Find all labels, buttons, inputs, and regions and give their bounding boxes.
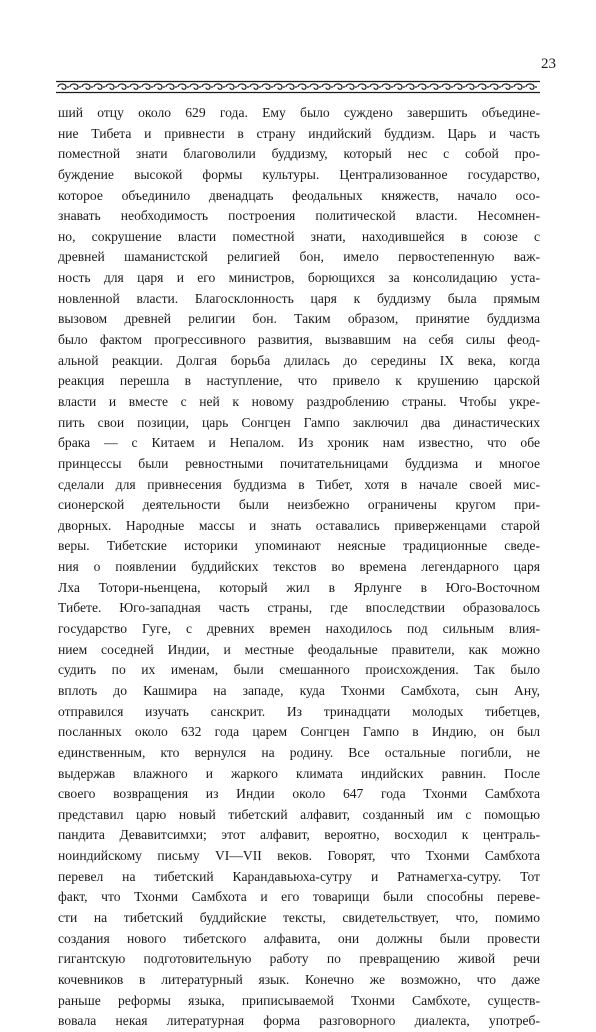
text-line: новленной власти. Благосклонность царя к буддизму была прямым [58,290,540,306]
text-line: но, сокрушение власти поместной знати, находившейся в союзе с [58,228,540,244]
text-line: факт, что Тхонми Самбхота и его товарищи были способны переве- [58,889,540,905]
text-line: принцессы были ревностными почитательницами буддизма и многое [58,455,540,471]
text-line: выдержав влажного и жаркого климата индийских равнин. После [58,765,540,781]
body-text [58,103,540,1032]
text-line: государство Гуге, с древних времен находилось под сильным влия- [58,621,540,637]
text-line: гигантскую подготовительную работу по превращению живой речи [58,951,540,967]
text-line: пить свои позиции, царь Сонгцен Гампо заключил два династических [58,414,540,430]
text-line: реакция перешла в наступление, что привело к крушению царской [58,373,540,389]
text-line: раньше реформы языка, приписываемой Тхонми Самбхоте, существ- [58,992,540,1008]
text-line: отправился изучать санскрит. Из тринадцати молодых тибетцев, [58,703,540,719]
text-line: создания нового тибетского алфавита, они должны были провести [58,930,540,946]
text-line: вызовом древней религии бон. Таким образом, принятие буддизма [58,311,540,327]
text-line: поместной знати благоволили буддизму, который нес с собой про- [58,146,540,162]
text-line: ность для царя и его министров, борющихся за консолидацию уста- [58,270,540,286]
text-line: сионерской деятельности были неизбежно ограничены кругом при- [58,497,540,513]
text-line: ший отцу около 629 года. Ему было суждено завершить объедине- [58,105,540,120]
text-line: сделали для привнесения буддизма в Тибет, хотя в начале своей мис- [58,476,540,492]
text-line: ноиндийскому письму VI—VII веков. Говорят, что Тхонми Самбхота [58,848,540,864]
text-line: сти на тибетский буддийские тексты, свидетельствует, что, помимо [58,909,540,925]
text-line: было фактом прогрессивного развития, вызвавшим на себя силы феод- [58,332,540,348]
text-line: буждение высокой формы культуры. Централизованное государство, [58,166,540,182]
text-line: которое объединило двенадцать феодальных княжеств, начало осо- [58,187,540,203]
text-line: представил царю новый тибетский алфавит, созданный им с помощью [58,806,540,822]
decorative-scroll-border-icon [56,80,540,94]
text-line: знавать необходимость построения политической власти. Несомнен- [58,208,540,224]
text-line: власти и вместе с ней к новому раздроблению страны. Чтобы укре- [58,393,540,409]
text-line: пандита Девавитсимхи; этот алфавит, вероятно, восходил к централь- [58,827,540,843]
text-line: посланных около 632 года царем Сонгцен Гампо в Индию, он был [58,724,540,740]
text-line: кочевников в литературный язык. Конечно же возможно, что даже [58,971,540,987]
text-line: вовала некая литературная форма разговорного диалекта, употреб- [58,1013,540,1029]
text-line: вплоть до Кашмира на западе, куда Тхонми Самбхота, сын Ану, [58,682,540,698]
text-line: Тибете. Юго-западная часть страны, где впоследствии образовалось [58,600,540,616]
text-line: альной реакции. Долгая борьба длилась до середины IX века, когда [58,352,540,368]
ornamental-border [56,80,540,94]
text-line: ние Тибета и привнести в страну индийский буддизм. Царь и часть [58,125,540,141]
text-line: древней шаманистской религией бон, имело первостепенную важ- [58,249,540,265]
text-line: единственным, кто вернулся на родину. Все остальные погибли, не [58,744,540,760]
text-line: судить по их именам, были смешанного происхождения. Так было [58,662,540,678]
text-line: веры. Тибетские историки упоминают неясные традиционные сведе- [58,538,540,554]
text-line: дворных. Народные массы и знать оставались приверженцами старой [58,517,540,533]
text-line: нием соседней Индии, и местные феодальные правители, как можно [58,641,540,657]
text-line: перевел на тибетский Карандавьюха-сутру и Ратнамегха-сутру. Тот [58,868,540,884]
text-line: Лха Тотори-ньенцена, который жил в Ярлунге в Юго-Восточном [58,579,540,595]
text-line: ния о появлении буддийских текстов во времена легендарного царя [58,559,540,575]
page-number: 23 [541,56,556,72]
text-line: своего возвращения из Индии около 647 года Тхонми Самбхота [58,786,540,802]
text-line: брака — с Китаем и Непалом. Из хроник нам известно, что обе [58,435,540,451]
